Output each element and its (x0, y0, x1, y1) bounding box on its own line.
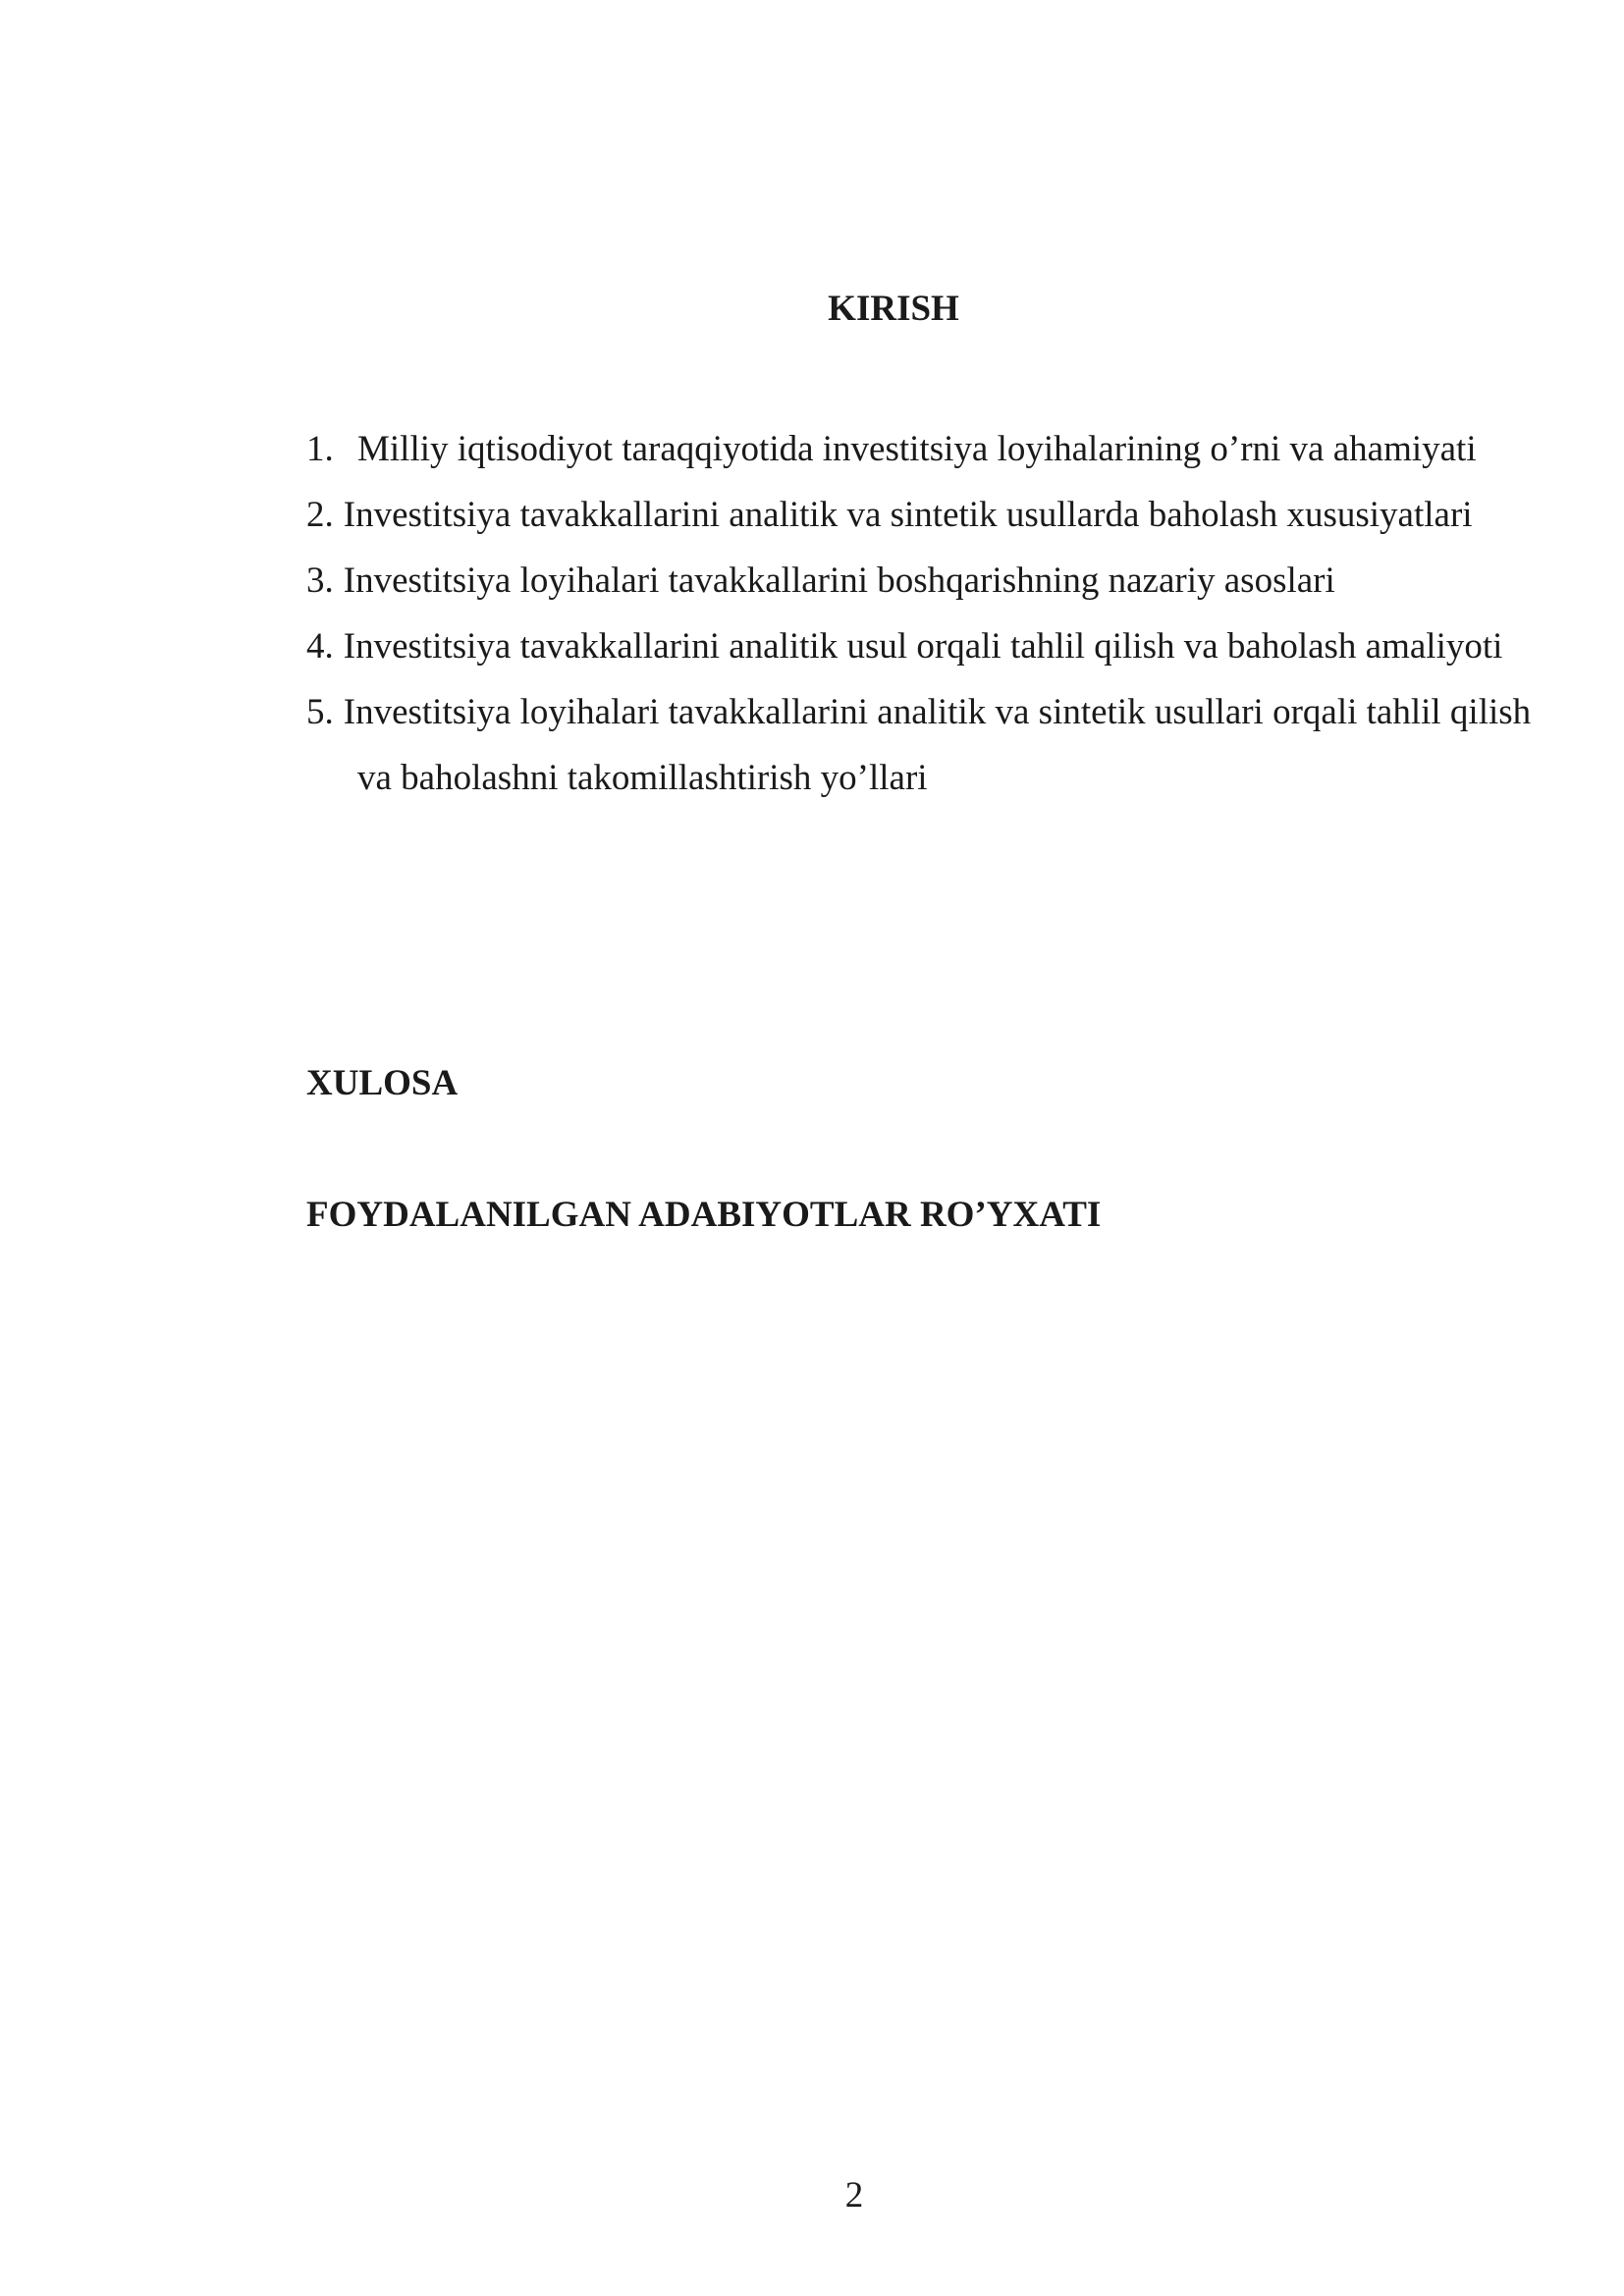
toc-item-number: 2. (306, 495, 334, 535)
toc-item-text: Investitsiya loyihalari tavakkallarini boshqarishning nazariy asoslari (343, 561, 1335, 601)
intro-heading: KIRISH (828, 289, 959, 329)
toc-item-number: 3. (306, 561, 334, 601)
toc-item-3 (306, 548, 1534, 614)
toc-item-number: 4. (306, 626, 334, 667)
toc-item-text: Investitsiya loyihalari tavakkallarini analitik va sintetik usullari orqali tahlil qilish va baholashni takomillashtirish yo’llari (343, 692, 1532, 798)
toc-item-1 (306, 416, 1534, 482)
table-of-contents (306, 416, 1534, 811)
toc-item-text: Investitsiya tavakkallarini analitik usul orqali tahlil qilish va baholash amaliyoti (343, 626, 1503, 667)
toc-item-2 (306, 482, 1534, 548)
toc-item-text: Investitsiya tavakkallarini analitik va sintetik usullarda baholash xususiyatlari (343, 495, 1473, 535)
toc-item-number: 1. (306, 429, 334, 469)
conclusion-heading: XULOSA (306, 1063, 459, 1103)
toc-item-4 (306, 614, 1534, 679)
toc-item-5 (306, 679, 1534, 811)
toc-item-number: 5. (306, 692, 334, 732)
toc-item-text: Milliy iqtisodiyot taraqqiyotida investitsiya loyihalarining o’rni va ahamiyati (357, 429, 1477, 469)
references-heading: FOYDALANILGAN ADABIYOTLAR RO’YXATI (306, 1195, 1102, 1235)
page-number: 2 (844, 2175, 864, 2216)
